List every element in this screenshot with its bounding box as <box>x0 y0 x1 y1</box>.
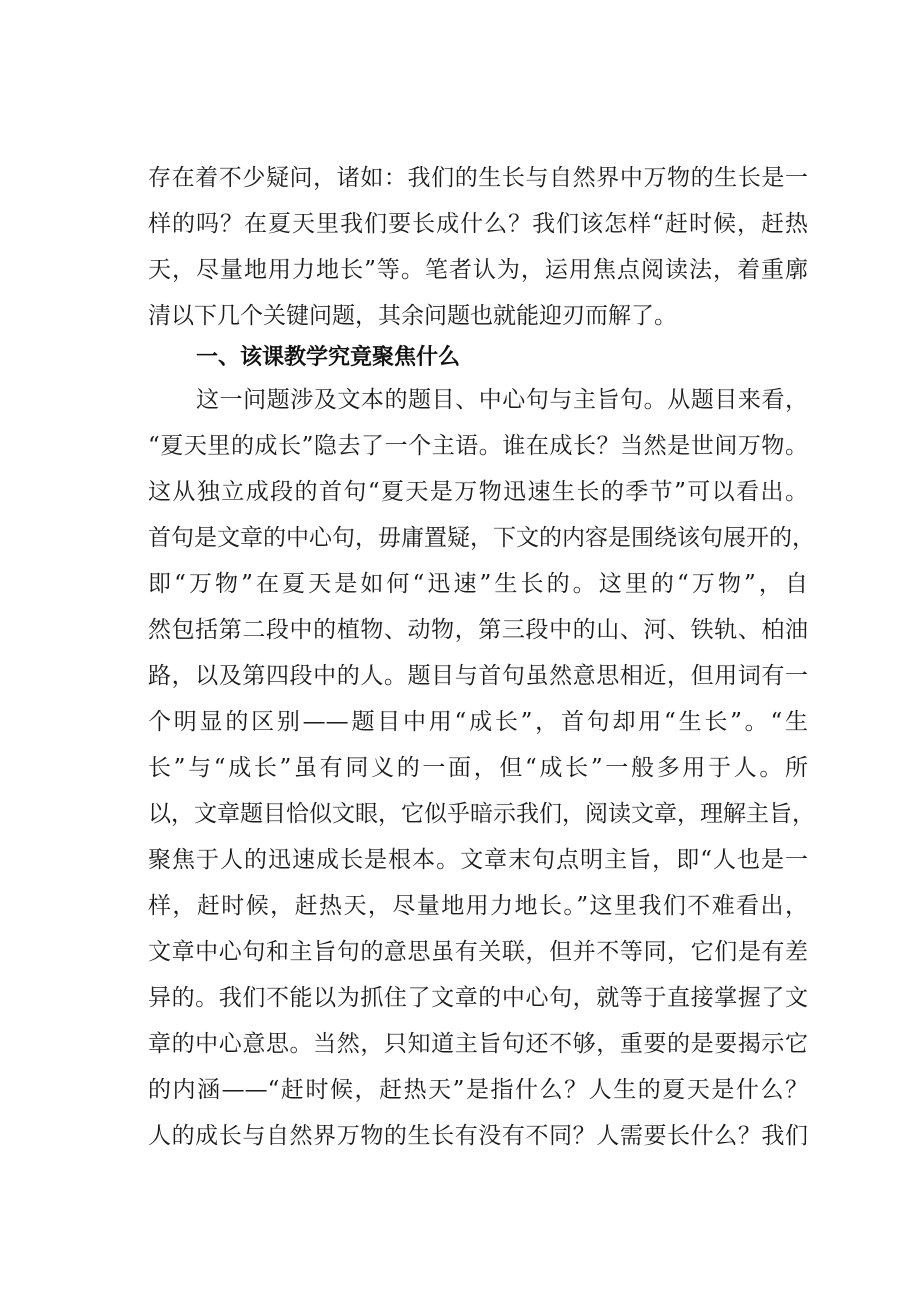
paragraph-2-line-17: 人的成长与自然界万物的生长有没有不同？人需要长什么？我们 <box>148 1123 808 1149</box>
paragraph-2-line-13: 文章中心句和主旨句的意思虽有关联，但并不等同，它们是有差 <box>148 939 808 965</box>
paragraph-2-line-6: 然包括第二段中的植物、动物，第三段中的山、河、铁轨、柏油 <box>148 617 808 643</box>
paragraph-2-line-12: 样，赶时候，赶热天，尽量地用力地长。”这里我们不难看出， <box>148 893 808 919</box>
paragraph-2-line-15: 章的中心意思。当然，只知道主旨句还不够，重要的是要揭示它 <box>148 1031 808 1057</box>
paragraph-1-line-3: 天，尽量地用力地长”等。笔者认为，运用焦点阅读法，着重廓 <box>148 257 808 283</box>
paragraph-2-line-3: 这从独立成段的首句“夏天是万物迅速生长的季节”可以看出。 <box>148 479 808 505</box>
paragraph-2-line-5: 即“万物”在夏天是如何“迅速”生长的。这里的“万物”，自 <box>148 571 808 597</box>
paragraph-2-line-1: 这一问题涉及文本的题目、中心句与主旨句。从题目来看， <box>196 387 808 413</box>
paragraph-2-line-2: “夏天里的成长”隐去了一个主语。谁在成长？当然是世间万物。 <box>148 433 808 459</box>
paragraph-2-line-16: 的内涵——“赶时候，赶热天”是指什么？人生的夏天是什么？ <box>148 1077 808 1103</box>
paragraph-2-line-11: 聚焦于人的迅速成长是根本。文章末句点明主旨，即“人也是一 <box>148 847 808 873</box>
paragraph-1-line-4: 清以下几个关键问题，其余问题也就能迎刃而解了。 <box>148 303 677 329</box>
paragraph-2-line-8: 个明显的区别——题目中用“成长”，首句却用“生长”。“生 <box>148 709 808 735</box>
section-heading: 一、该课教学究竟聚焦什么 <box>196 345 461 370</box>
paragraph-2-line-7: 路，以及第四段中的人。题目与首句虽然意思相近，但用词有一 <box>148 663 808 689</box>
paragraph-2-line-4: 首句是文章的中心句，毋庸置疑，下文的内容是围绕该句展开的， <box>148 525 815 551</box>
paragraph-1-line-1: 存在着不少疑问，诸如：我们的生长与自然界中万物的生长是一 <box>148 165 808 191</box>
paragraph-2-line-10: 以，文章题目恰似文眼，它似乎暗示我们，阅读文章，理解主旨， <box>148 801 815 827</box>
paragraph-2-line-9: 长”与“成长”虽有同义的一面，但“成长”一般多用于人。所 <box>148 755 808 781</box>
paragraph-1-line-2: 样的吗？在夏天里我们要长成什么？我们该怎样“赶时候，赶热 <box>148 211 808 237</box>
paragraph-2-line-14: 异的。我们不能以为抓住了文章的中心句，就等于直接掌握了文 <box>148 985 808 1011</box>
